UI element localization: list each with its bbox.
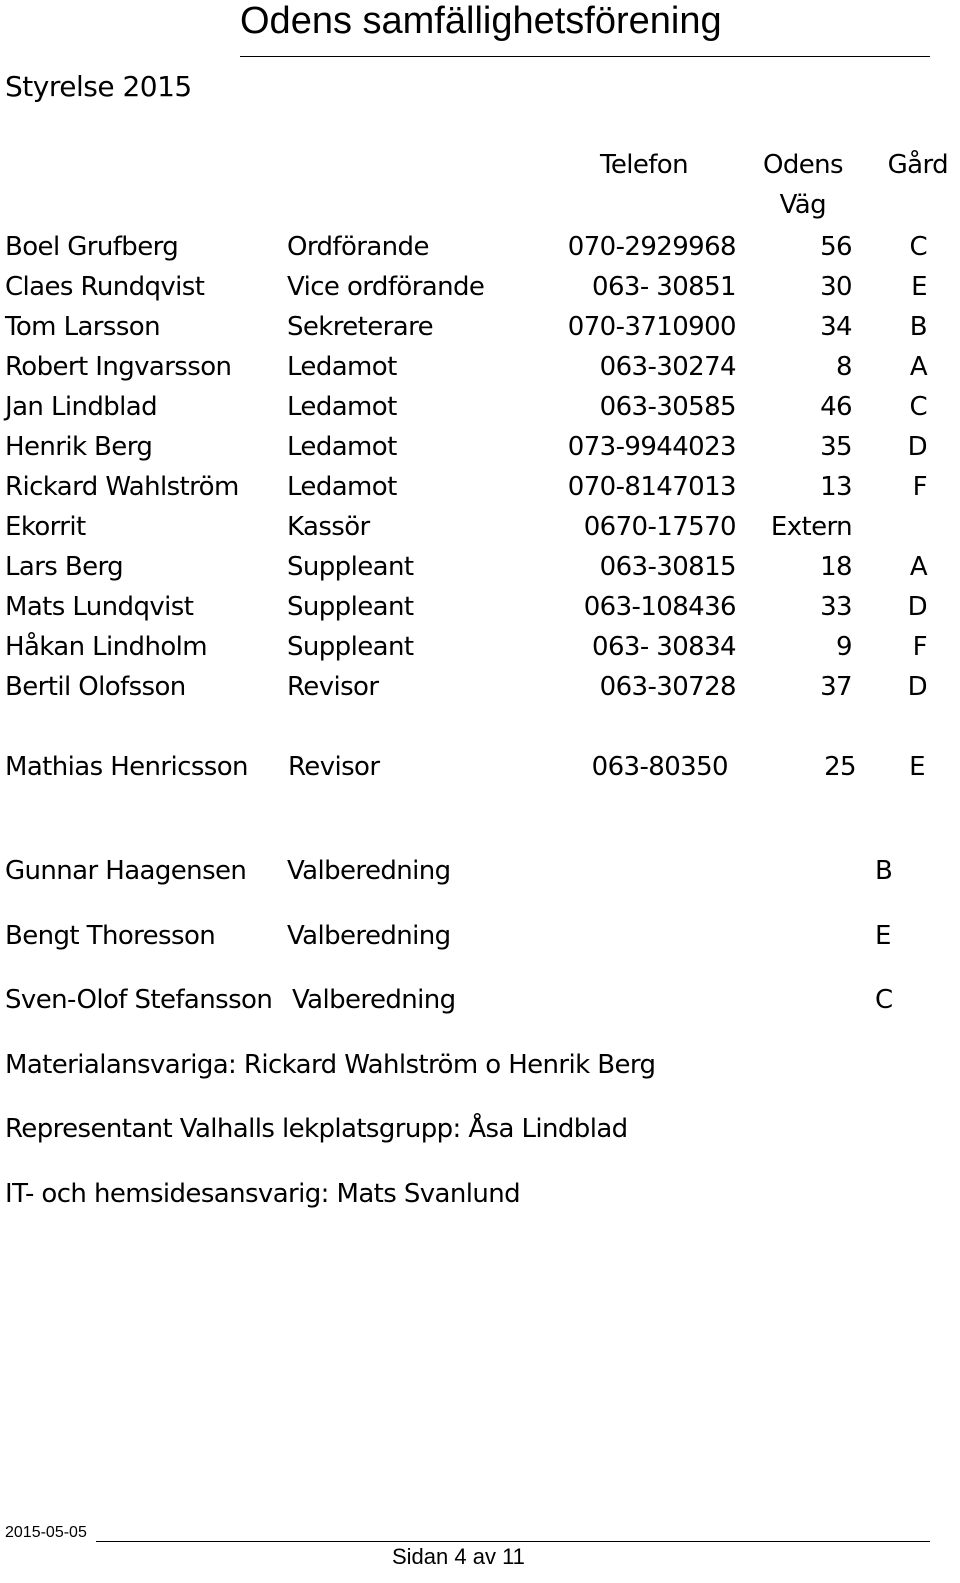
member-farm: B	[875, 856, 893, 886]
member-phone: 063-30274	[599, 352, 736, 382]
column-header-vag: Väg	[779, 190, 826, 220]
table-row	[0, 630, 960, 670]
member-name: Claes Rundqvist	[5, 272, 205, 302]
member-phone: 063- 30851	[592, 272, 736, 302]
member-farm: E	[911, 272, 927, 302]
table-row	[0, 390, 960, 430]
member-name: Boel Grufberg	[5, 232, 179, 262]
member-role: Ordförande	[287, 232, 429, 262]
member-name: Håkan Lindholm	[5, 632, 207, 662]
member-phone: 063-30585	[599, 392, 736, 422]
member-name: Robert Ingvarsson	[5, 352, 232, 382]
member-farm: C	[909, 392, 927, 422]
member-farm: F	[912, 632, 927, 662]
member-farm: D	[907, 432, 927, 462]
member-phone: 063-108436	[583, 592, 736, 622]
member-road: 18	[820, 552, 852, 582]
member-farm: C	[875, 985, 893, 1015]
member-role: Ledamot	[287, 392, 397, 422]
table-row	[0, 430, 960, 470]
table-row	[0, 550, 960, 590]
member-farm: D	[907, 672, 927, 702]
table-row	[0, 670, 960, 710]
header-rule	[240, 56, 930, 57]
member-role: Revisor	[287, 672, 379, 702]
member-phone: 063- 30834	[592, 632, 736, 662]
member-name: Bertil Olofsson	[5, 672, 186, 702]
table-row	[0, 310, 960, 350]
list-item	[0, 983, 960, 1023]
member-role: Revisor	[288, 752, 380, 782]
member-road: Extern	[770, 512, 852, 542]
member-name: Henrik Berg	[5, 432, 153, 462]
member-road: 30	[820, 272, 852, 302]
table-row	[0, 510, 960, 550]
member-farm: E	[875, 921, 891, 951]
document-title: Odens samfällighetsförening	[240, 0, 722, 42]
table-row	[0, 350, 960, 390]
member-farm: E	[909, 752, 925, 782]
info-it: IT- och hemsidesansvarig: Mats Svanlund	[5, 1179, 521, 1209]
member-farm: D	[907, 592, 927, 622]
member-role: Suppleant	[287, 592, 414, 622]
member-farm: B	[909, 312, 927, 342]
member-name: Bengt Thoresson	[5, 921, 216, 951]
member-name: Mats Lundqvist	[5, 592, 194, 622]
info-material: Materialansvariga: Rickard Wahlström o Henrik Berg	[5, 1050, 656, 1080]
member-name: Lars Berg	[5, 552, 124, 582]
member-role: Valberedning	[292, 985, 456, 1015]
footer-rule	[96, 1541, 930, 1542]
member-road: 35	[820, 432, 852, 462]
member-road: 8	[836, 352, 852, 382]
member-name: Gunnar Haagensen	[5, 856, 247, 886]
member-road: 13	[820, 472, 852, 502]
member-name: Tom Larsson	[5, 312, 160, 342]
member-role: Valberedning	[287, 921, 451, 951]
member-road: 34	[820, 312, 852, 342]
member-farm: A	[909, 552, 927, 582]
member-role: Ledamot	[287, 352, 397, 382]
list-item	[0, 919, 960, 959]
member-farm: A	[909, 352, 927, 382]
member-name: Ekorrit	[5, 512, 86, 542]
table-row	[0, 750, 960, 790]
member-farm: F	[912, 472, 927, 502]
footer-date: 2015-05-05	[5, 1524, 87, 1541]
table-row	[0, 270, 960, 310]
member-name: Mathias Henricsson	[5, 752, 248, 782]
table-row	[0, 590, 960, 630]
member-road: 33	[820, 592, 852, 622]
member-name: Jan Lindblad	[5, 392, 157, 422]
member-phone: 063-30728	[599, 672, 736, 702]
member-phone: 070-3710900	[567, 312, 736, 342]
member-role: Valberedning	[287, 856, 451, 886]
member-role: Sekreterare	[287, 312, 433, 342]
member-role: Ledamot	[287, 432, 397, 462]
member-phone: 063-30815	[599, 552, 736, 582]
column-header-gard: Gård	[887, 150, 948, 180]
member-phone: 070-8147013	[567, 472, 736, 502]
table-row	[0, 230, 960, 270]
member-road: 9	[836, 632, 852, 662]
member-role: Vice ordförande	[287, 272, 485, 302]
table-row	[0, 470, 960, 510]
member-road: 25	[824, 752, 856, 782]
member-name: Rickard Wahlström	[5, 472, 239, 502]
section-title: Styrelse 2015	[5, 70, 192, 103]
member-phone: 073-9944023	[567, 432, 736, 462]
member-farm: C	[909, 232, 927, 262]
column-header-odens: Odens	[763, 150, 843, 180]
page-number: Sidan 4 av 11	[392, 1544, 525, 1569]
member-road: 37	[820, 672, 852, 702]
list-item	[0, 854, 960, 894]
member-role: Suppleant	[287, 632, 414, 662]
info-lekplats: Representant Valhalls lekplatsgrupp: Åsa Lindblad	[5, 1114, 628, 1144]
column-header-telefon: Telefon	[599, 150, 688, 180]
member-role: Kassör	[287, 512, 370, 542]
member-name: Sven-Olof Stefansson	[5, 985, 273, 1015]
member-road: 56	[820, 232, 852, 262]
member-phone: 070-2929968	[567, 232, 736, 262]
member-phone: 063-80350	[591, 752, 728, 782]
member-role: Suppleant	[287, 552, 414, 582]
member-road: 46	[820, 392, 852, 422]
member-phone: 0670-17570	[583, 512, 736, 542]
member-role: Ledamot	[287, 472, 397, 502]
